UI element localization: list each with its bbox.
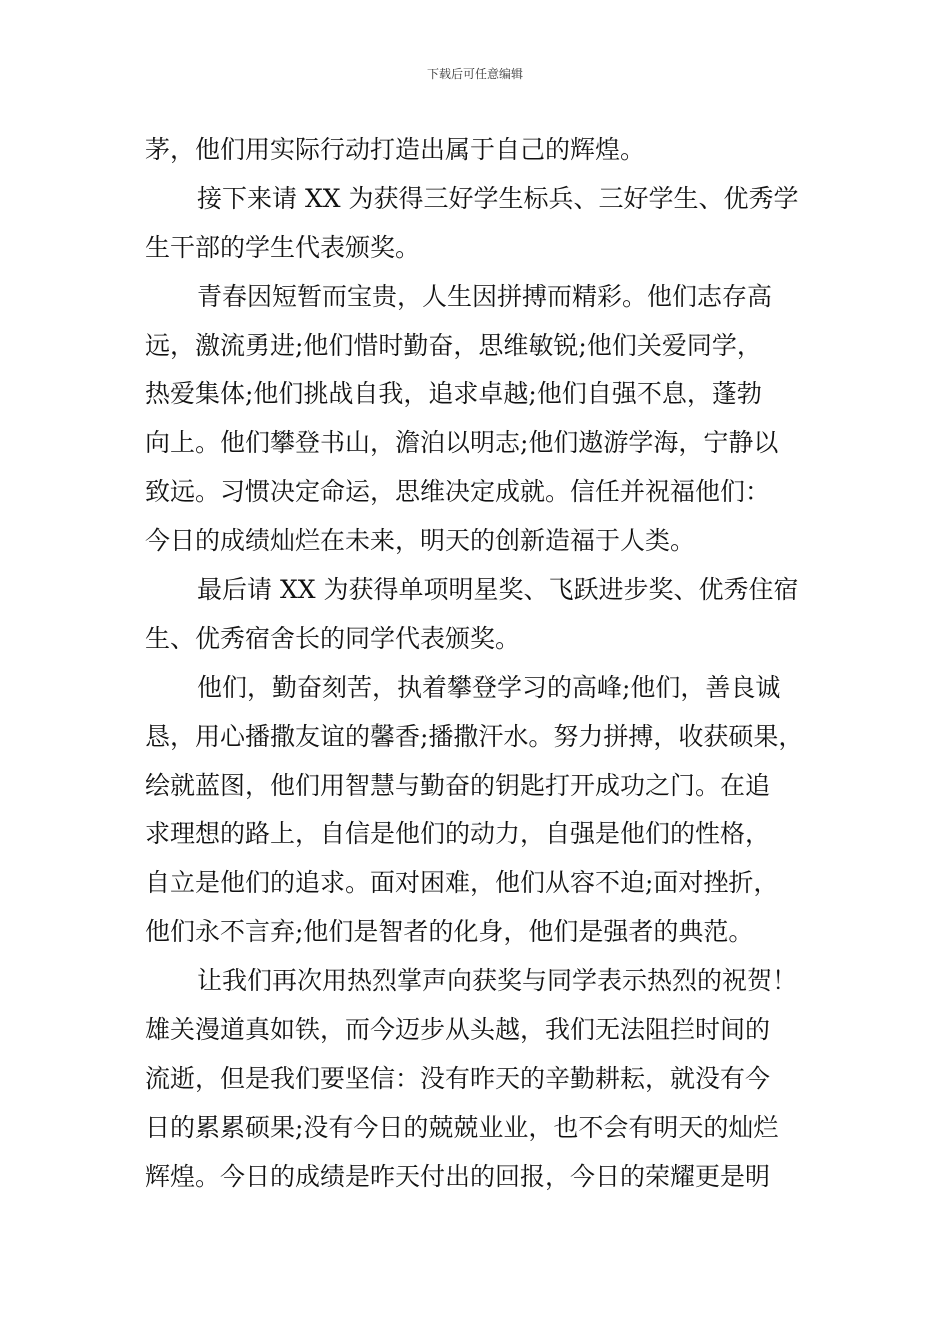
paragraph: [145, 957, 807, 1201]
text-line: 向上。他们攀登书山，澹泊以明志;他们遨游学海，宁静以: [145, 428, 779, 458]
text-line: 生、优秀宿舍长的同学代表颁奖。: [145, 623, 521, 653]
text-line: 让我们再次用热烈掌声向获奖与同学表示热烈的祝贺！: [197, 966, 798, 996]
text-line: 辉煌。今日的成绩是昨天付出的回报，今日的荣耀更是明: [145, 1161, 771, 1191]
paragraph: [145, 175, 807, 273]
text-line: 今日的成绩灿烂在未来，明天的创新造福于人类。: [145, 526, 696, 556]
text-line: 绘就蓝图，他们用智慧与勤奋的钥匙打开成功之门。在追: [145, 770, 771, 800]
paragraph: [145, 566, 807, 664]
text-line: 接下来请 XX 为获得三好学生标兵、三好学生、优秀学: [197, 183, 799, 213]
text-line: 恳，用心播撒友谊的馨香;播撒汗水。努力拼搏，收获硕果，: [145, 721, 804, 751]
document-body: [145, 126, 807, 1202]
text-line: 他们永不言弃;他们是智者的化身，他们是强者的典范。: [145, 917, 754, 947]
text-line: 求理想的路上，自信是他们的动力，自强是他们的性格，: [145, 819, 771, 849]
paragraph: [145, 126, 807, 175]
text-line: 远，激流勇进;他们惜时勤奋，思维敏锐;他们关爱同学，: [145, 330, 762, 360]
paragraph: [145, 273, 807, 566]
text-line: 日的累累硕果;没有今日的兢兢业业，也不会有明天的灿烂: [145, 1112, 779, 1142]
text-line: 自立是他们的追求。面对困难，他们从容不迫;面对挫折，: [145, 868, 779, 898]
text-line: 最后请 XX 为获得单项明星奖、飞跃进步奖、优秀住宿: [197, 575, 799, 605]
text-line: 雄关漫道真如铁，而今迈步从头越，我们无法阻拦时间的: [145, 1015, 771, 1045]
text-line: 生干部的学生代表颁奖。: [145, 232, 421, 262]
paragraph: [145, 664, 807, 957]
page-header: 下载后可任意编辑: [426, 67, 523, 81]
text-line: 茅，他们用实际行动打造出属于自己的辉煌。: [145, 135, 646, 164]
text-line: 致远。习惯决定命运，思维决定成就。信任并祝福他们：: [145, 477, 771, 507]
text-line: 流逝，但是我们要坚信：没有昨天的辛勤耕耘，就没有今: [145, 1063, 771, 1093]
text-line: 青春因短暂而宝贵，人生因拼搏而精彩。他们志存高: [197, 281, 773, 311]
text-line: 热爱集体;他们挑战自我，追求卓越;他们自强不息，蓬勃: [145, 379, 762, 409]
text-line: 他们，勤奋刻苦，执着攀登学习的高峰;他们，善良诚: [197, 672, 781, 702]
